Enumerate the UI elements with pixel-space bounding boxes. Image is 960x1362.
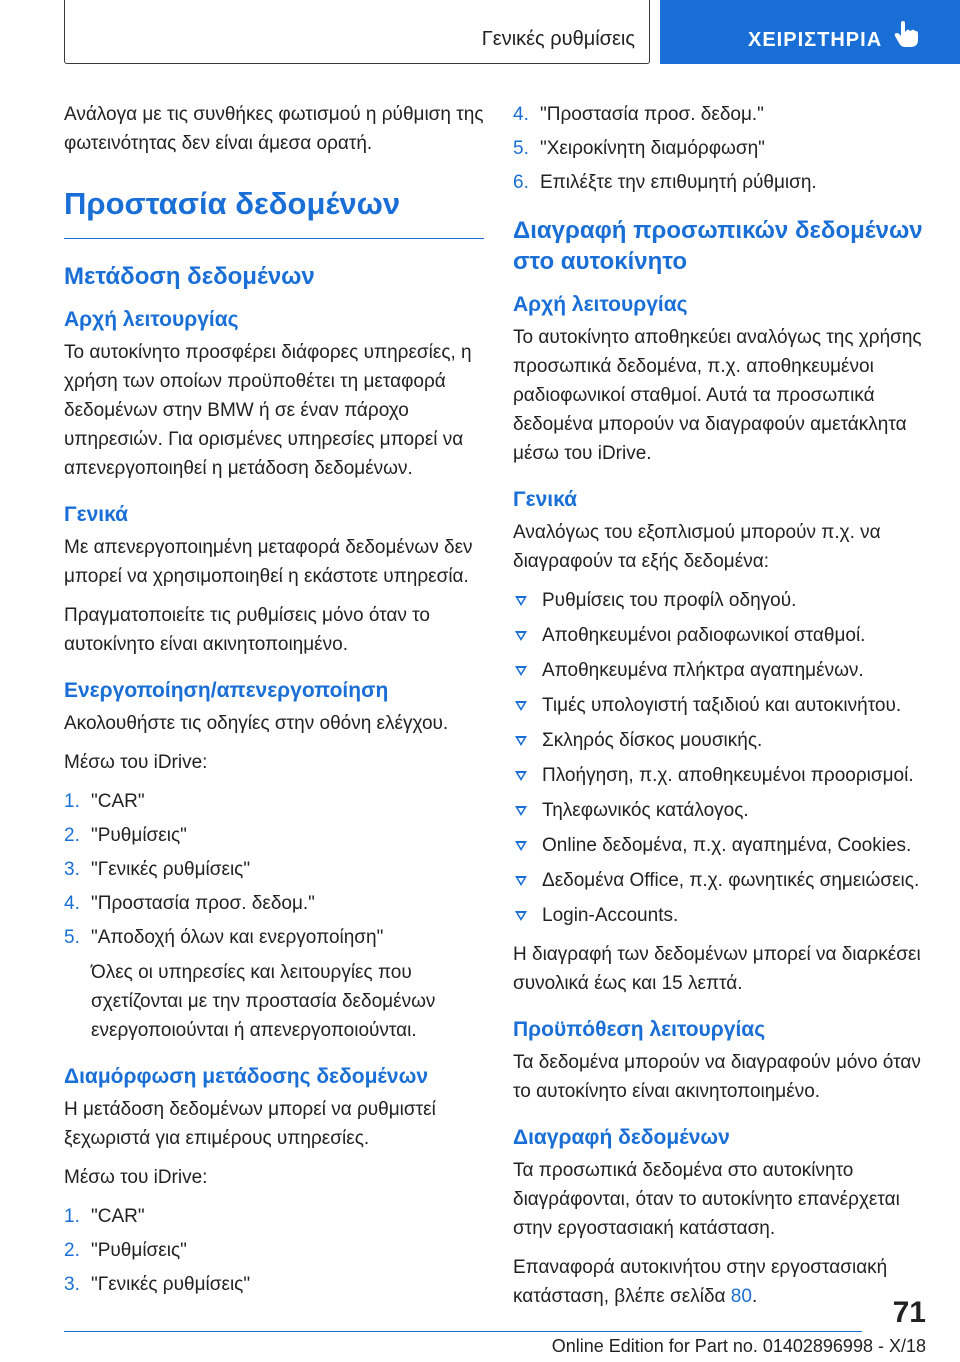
step-number: 1.: [64, 791, 80, 812]
step-text: "Ρυθμίσεις": [91, 825, 187, 846]
list-item: [513, 656, 933, 685]
bullet-text: Δεδομένα Office, π.χ. φωνητικές σημειώσεις.: [542, 870, 920, 891]
config-steps-continued: [513, 100, 933, 197]
bullet-text: Login-Accounts.: [542, 905, 679, 926]
principle-right-text: Το αυτοκίνητο αποθηκεύει αναλόγως της χρήσης προσωπικά δεδομένα, π.χ. αποθηκευμένοι ραδιοφωνικοί σταθμοί. Αυτά τα προσωπικά δεδομένα μπορούν να διαγραφούν αμετάκλητα μέσω του iDrive.: [513, 327, 922, 464]
right-column: [513, 100, 933, 1321]
step-number: 5.: [513, 138, 529, 159]
bullet-text: Online δεδομένα, π.χ. αγαπημένα, Cookies.: [542, 835, 912, 856]
bullet-text: Πλοήγηση, π.χ. αποθηκευμένοι προορισμοί.: [542, 765, 914, 786]
left-column: [64, 100, 484, 1309]
step-number: 6.: [513, 172, 529, 193]
footer-divider: [64, 1331, 862, 1332]
reset-text-end: .: [751, 1286, 758, 1307]
activation-text-1: Ακολουθήστε τις οδηγίες στην οθόνη ελέγχου.: [64, 713, 449, 734]
heading-general-right: Γενικά: [513, 488, 578, 511]
list-item: [64, 821, 484, 850]
heading-general: Γενικά: [64, 503, 129, 526]
triangle-bullet-icon: [515, 771, 527, 781]
activation-steps: [64, 787, 484, 1045]
list-item: [513, 621, 933, 650]
step-text: "Χειροκίνητη διαμόρφωση": [540, 138, 765, 159]
step-number: 4.: [64, 893, 80, 914]
step-number: 3.: [64, 1274, 80, 1295]
prerequisite-text: Τα δεδομένα μπορούν να διαγραφούν μόνο όταν το αυτοκίνητο είναι ακινητοποιημένο.: [513, 1052, 921, 1102]
chapter-tab-label: ΧΕΙΡΙΣΤΗΡΙΑ: [748, 29, 883, 51]
section-title: Γενικές ρυθμίσεις: [481, 28, 635, 50]
header-section-box: [64, 0, 650, 64]
list-item: [64, 1236, 484, 1265]
step-number: 4.: [513, 104, 529, 125]
triangle-bullet-icon: [515, 876, 527, 886]
step-text: "CAR": [91, 791, 145, 812]
list-item: [513, 901, 933, 930]
heading-principle-right: Αρχή λειτουργίας: [513, 293, 688, 316]
step-number: 5.: [64, 927, 80, 948]
heading-delete-personal-data: Διαγραφή προσωπικών δεδομένων στο αυτοκίνητο: [513, 217, 923, 275]
list-item: [513, 796, 933, 825]
list-item: [513, 168, 933, 197]
general-text-2: Πραγματοποιείτε τις ρυθμίσεις μόνο όταν το αυτοκίνητο είναι ακινητοποιημένο.: [64, 605, 430, 655]
intro-text: Ανάλογα με τις συνθήκες φωτισμού η ρύθμιση της φωτεινότητας δεν είναι άμεσα ορατή.: [64, 104, 484, 154]
general-right-text: Αναλόγως του εξοπλισμού μπορούν π.χ. να διαγραφούν τα εξής δεδομένα:: [513, 522, 881, 572]
deletion-text-1: Τα προσωπικά δεδομένα στο αυτοκίνητο διαγράφονται, όταν το αυτοκίνητο επανέρχεται στην εργοστασιακή κατάσταση.: [513, 1160, 900, 1239]
hand-pointer-icon: [893, 20, 919, 48]
heading-principle: Αρχή λειτουργίας: [64, 308, 239, 331]
bullet-text: Αποθηκευμένοι ραδιοφωνικοί σταθμοί.: [542, 625, 866, 646]
triangle-bullet-icon: [515, 911, 527, 921]
triangle-bullet-icon: [515, 736, 527, 746]
list-item: [513, 726, 933, 755]
page-number: 71: [892, 1296, 926, 1329]
heading-delete-data: Διαγραφή δεδομένων: [513, 1126, 730, 1149]
step-text: "Ρυθμίσεις": [91, 1240, 187, 1261]
list-item: [64, 889, 484, 918]
general-text-1: Με απενεργοποιημένη μεταφορά δεδομένων δεν μπορεί να χρησιμοποιηθεί η εκάστοτε υπηρεσία.: [64, 537, 473, 587]
bullet-text: Σκληρός δίσκος μουσικής.: [542, 730, 763, 751]
config-text-2: Μέσω του iDrive:: [64, 1167, 208, 1188]
list-item: [513, 134, 933, 163]
step-number: 3.: [64, 859, 80, 880]
step-number: 1.: [64, 1206, 80, 1227]
reset-text: Επαναφορά αυτοκινήτου στην εργοστασιακή κατάσταση, βλέπε σελίδα: [513, 1257, 888, 1307]
list-item: [64, 1270, 484, 1299]
deletion-text-2: [513, 1253, 933, 1311]
triangle-bullet-icon: [515, 666, 527, 676]
step-text: "Προστασία προσ. δεδομ.": [540, 104, 764, 125]
triangle-bullet-icon: [515, 701, 527, 711]
config-text-1: Η μετάδοση δεδομένων μπορεί να ρυθμιστεί ξεχωριστά για επιμέρους υπηρεσίες.: [64, 1099, 436, 1149]
heading-configure-transmission: Διαμόρφωση μετάδοσης δεδομένων: [64, 1065, 429, 1088]
heading-prerequisite: Προϋπόθεση λειτουργίας: [513, 1018, 766, 1041]
heading-data-protection: Προστασία δεδομένων: [64, 184, 484, 239]
page-reference-link[interactable]: 80: [730, 1286, 752, 1307]
activation-text-2: Μέσω του iDrive:: [64, 752, 208, 773]
list-item: [64, 855, 484, 884]
triangle-bullet-icon: [515, 631, 527, 641]
step-text: Επιλέξτε την επιθυμητή ρύθμιση.: [540, 172, 817, 193]
step-number: 2.: [64, 1240, 80, 1261]
bullet-text: Αποθηκευμένα πλήκτρα αγαπημένων.: [542, 660, 864, 681]
step-text: "Προστασία προσ. δεδομ.": [91, 893, 315, 914]
list-item: [513, 691, 933, 720]
step-number: 2.: [64, 825, 80, 846]
step-text: "Αποδοχή όλων και ενεργοποίηση": [91, 927, 384, 948]
edition-footer: Online Edition for Part no. 01402896998 - X/18: [551, 1336, 926, 1356]
heading-data-transmission: Μετάδοση δεδομένων: [64, 263, 315, 290]
step-note: Όλες οι υπηρεσίες και λειτουργίες που σχετίζονται με την προστασία δεδομένων ενεργοποιούνται ή απενεργοποιούνται.: [91, 962, 436, 1041]
step-text: "Γενικές ρυθμίσεις": [91, 1274, 251, 1295]
list-item: [513, 831, 933, 860]
triangle-bullet-icon: [515, 806, 527, 816]
heading-activation: Ενεργοποίηση/απενεργοποίηση: [64, 679, 389, 702]
bullet-text: Ρυθμίσεις του προφίλ οδηγού.: [542, 590, 797, 611]
deletable-data-list: [513, 586, 933, 930]
triangle-bullet-icon: [515, 596, 527, 606]
chapter-tab[interactable]: [660, 0, 960, 64]
deletion-duration-text: Η διαγραφή των δεδομένων μπορεί να διαρκέσει συνολικά έως και 15 λεπτά.: [513, 944, 921, 994]
list-item: [64, 923, 484, 1045]
config-steps: [64, 1202, 484, 1299]
list-item: [513, 761, 933, 790]
list-item: [513, 866, 933, 895]
principle-text: Το αυτοκίνητο προσφέρει διάφορες υπηρεσίες, η χρήση των οποίων προϋποθέτει τη μεταφορά δεδομένων στην BMW ή σε έναν πάροχο υπηρεσιών. Για ορισμένες υπηρεσίες μπορεί να απενεργοποιηθεί η μετάδοση δεδομένων.: [64, 342, 472, 479]
triangle-bullet-icon: [515, 841, 527, 851]
list-item: [513, 100, 933, 129]
bullet-text: Τηλεφωνικός κατάλογος.: [542, 800, 749, 821]
step-text: "CAR": [91, 1206, 145, 1227]
list-item: [64, 787, 484, 816]
list-item: [64, 1202, 484, 1231]
step-text: "Γενικές ρυθμίσεις": [91, 859, 251, 880]
bullet-text: Τιμές υπολογιστή ταξιδιού και αυτοκινήτου.: [542, 695, 902, 716]
list-item: [513, 586, 933, 615]
